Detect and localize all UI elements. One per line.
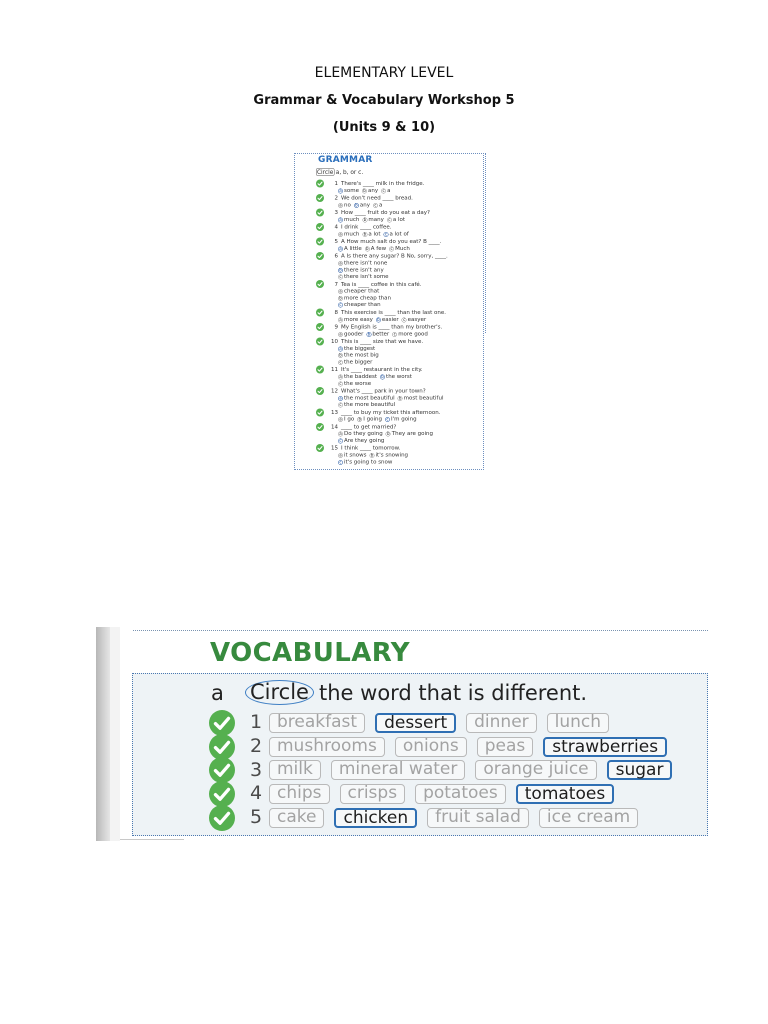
option-letter: a: [339, 331, 342, 336]
option-letter: c: [382, 187, 385, 193]
answer-option: [373, 201, 382, 208]
grammar-question-line: [314, 338, 479, 345]
grammar-item: [314, 387, 479, 407]
row-number: 2: [250, 734, 263, 757]
check-icon: [316, 337, 324, 345]
option-line: [314, 266, 479, 273]
check-icon: [316, 237, 324, 245]
grammar-worksheet-image: [292, 145, 487, 473]
circled-option-letter: b: [355, 202, 358, 207]
grammar-question-line: [314, 209, 479, 216]
vocabulary-row: [133, 759, 707, 783]
word-box: orange juice: [475, 760, 596, 780]
option-line: [314, 273, 479, 280]
grammar-item: [314, 223, 479, 237]
option-text: easier: [381, 315, 399, 322]
answer-option: [338, 458, 392, 465]
answer-option: [381, 186, 390, 193]
option-text: the worse: [344, 379, 372, 386]
grammar-question-line: [314, 252, 479, 259]
word-options: [269, 713, 609, 733]
answer-option: [338, 315, 373, 322]
answer-option: [402, 315, 427, 322]
option-text: A few: [370, 244, 387, 251]
check-icon: [316, 365, 324, 373]
option-letter: c: [390, 245, 393, 251]
grammar-question-line: [314, 194, 479, 201]
vocabulary-row: [133, 735, 707, 759]
grammar-item: [314, 238, 479, 252]
option-letter: a: [339, 431, 342, 436]
option-line: [314, 436, 479, 443]
option-text: a lot: [392, 215, 405, 222]
check-icon: [209, 734, 235, 760]
word-box: dinner: [466, 713, 537, 733]
option-text: Much: [395, 244, 410, 251]
row-number: 1: [250, 711, 263, 733]
vocabulary-row: [133, 711, 707, 735]
document-header: [0, 60, 768, 141]
grammar-question-line: [314, 423, 479, 430]
image-edge-shade: [110, 627, 120, 841]
question-text: I drink ____ coffee.: [341, 223, 392, 230]
check-icon: [209, 781, 235, 807]
vocabulary-instruction: [133, 681, 707, 705]
grammar-question-list: [314, 180, 479, 466]
word-box: onions: [395, 737, 467, 757]
option-line: [314, 351, 479, 358]
option-line: [314, 372, 479, 379]
question-text: This exercise is ____ than the last one.: [341, 308, 446, 315]
grammar-instruction-circled-word: Circle: [317, 168, 334, 176]
option-text: some: [344, 186, 359, 193]
option-text: no: [344, 200, 351, 208]
word-box: chips: [269, 784, 330, 804]
circled-option-letter: b: [381, 373, 384, 379]
option-letter: c: [339, 380, 342, 386]
grammar-instruction: [316, 168, 363, 176]
grammar-question-line: [314, 323, 479, 330]
question-text: A How much salt do you eat? B ____.: [341, 237, 442, 245]
check-icon: [209, 757, 235, 783]
word-options: [269, 760, 672, 780]
option-letter: b: [339, 352, 342, 358]
option-text: there isn't none: [344, 258, 388, 266]
circled-option-letter: b: [339, 267, 342, 272]
question-number: 10: [331, 337, 338, 345]
option-text: I go: [344, 415, 355, 422]
answer-option: [362, 215, 383, 222]
option-line: [314, 415, 479, 422]
option-text: the bigger: [344, 357, 373, 365]
image-edge-strip: [96, 627, 110, 841]
grammar-item: [314, 323, 479, 337]
answer-option: [362, 230, 380, 237]
word-box: crisps: [340, 784, 406, 804]
option-line: [314, 301, 479, 308]
word-box: potatoes: [415, 784, 506, 804]
answer-option: [384, 230, 409, 237]
question-number: 1: [334, 179, 338, 186]
option-text: more good: [398, 329, 428, 337]
option-text: more cheap than: [344, 293, 391, 301]
answer-option: [338, 186, 359, 193]
level-title: ELEMENTARY LEVEL: [314, 65, 454, 81]
check-icon: [316, 193, 324, 201]
grammar-item: [314, 444, 479, 464]
question-text: We don't need ____ bread.: [341, 194, 413, 201]
answer-option: [338, 394, 395, 401]
option-line: [314, 215, 479, 222]
option-text: many: [368, 215, 384, 222]
question-text: ____ to buy my ticket this afternoon.: [341, 408, 441, 415]
answer-option: [338, 372, 377, 379]
answer-option: [338, 287, 379, 294]
question-text: There's ____ milk in the fridge.: [341, 179, 425, 186]
answer-option: [338, 344, 375, 351]
grammar-item: [314, 423, 479, 443]
check-icon: [316, 422, 324, 430]
option-text: much: [344, 229, 360, 237]
question-text: What's ____ park in your town?: [341, 387, 426, 394]
check-icon: [209, 805, 235, 831]
option-letter: a: [339, 202, 342, 207]
option-line: [314, 315, 479, 322]
question-text: Tea is ____ coffee in this café.: [341, 280, 422, 287]
answer-option: [338, 201, 351, 208]
option-text: easyer: [407, 315, 427, 322]
word-options: [269, 737, 667, 757]
option-line: [314, 186, 479, 193]
option-line: [314, 401, 479, 408]
answer-option: [376, 315, 399, 322]
grammar-question-line: [314, 366, 479, 373]
answer-option: [385, 415, 417, 422]
check-icon: [316, 386, 324, 394]
answer-option: [362, 186, 378, 193]
answer-option: [380, 372, 412, 379]
word-box: milk: [269, 760, 321, 780]
option-letter: c: [403, 316, 406, 322]
option-text: much: [344, 215, 360, 222]
option-letter: b: [370, 452, 374, 458]
circled-option-letter: a: [339, 245, 342, 251]
option-line: [314, 379, 479, 386]
option-line: [314, 230, 479, 237]
circled-option-letter: c: [339, 302, 342, 307]
check-icon: [316, 408, 324, 416]
option-text: the most big: [344, 351, 379, 358]
question-text: ____ to get married?: [341, 422, 397, 430]
circled-option-letter: a: [339, 395, 342, 400]
word-box: lunch: [547, 713, 609, 733]
question-number: 13: [331, 408, 338, 415]
selected-word-box: strawberries: [543, 737, 667, 757]
question-text: This is ____ size that we have.: [341, 337, 424, 345]
option-letter: a: [339, 316, 342, 322]
option-letter: b: [339, 295, 342, 300]
row-number: 5: [250, 806, 263, 828]
image-bottom-line: [120, 839, 184, 840]
check-icon: [316, 280, 324, 288]
option-text: the baddest: [344, 372, 378, 379]
vocabulary-rows: [133, 711, 707, 830]
question-number: 9: [334, 323, 338, 330]
row-number: 4: [250, 782, 263, 805]
grammar-question-line: [314, 408, 479, 415]
option-text: any: [367, 186, 379, 193]
answer-option: [338, 436, 384, 443]
grammar-item: [314, 338, 479, 365]
check-icon: [316, 444, 324, 452]
option-line: [314, 451, 479, 458]
selected-word-box: dessert: [375, 713, 456, 733]
option-line: [314, 358, 479, 365]
answer-option: [387, 215, 405, 222]
grammar-question-line: [314, 444, 479, 451]
answer-option: [357, 415, 382, 422]
grammar-item: [314, 194, 479, 208]
option-letter: b: [398, 395, 402, 400]
option-letter: b: [386, 431, 390, 436]
answer-option: [365, 244, 386, 251]
grammar-instruction-rest: a, b, or c.: [335, 168, 364, 176]
grammar-frame-edge: [485, 153, 486, 333]
check-icon: [316, 308, 324, 316]
units-subtitle: (Units 9 & 10): [332, 120, 436, 135]
check-icon: [316, 208, 324, 216]
option-text: most beautiful: [403, 393, 444, 401]
answer-option: [338, 244, 362, 251]
option-letter: c: [388, 216, 391, 222]
option-letter: c: [374, 202, 377, 207]
question-number: 3: [334, 208, 338, 216]
option-text: A little: [344, 244, 362, 251]
question-text: My English is ____ than my brother's.: [341, 323, 443, 330]
answer-option: [389, 244, 410, 251]
answer-option: [392, 330, 428, 337]
option-line: [314, 287, 479, 294]
grammar-question-line: [314, 238, 479, 245]
question-text: How ____ fruit do you eat a day?: [341, 208, 430, 216]
circled-option-letter: a: [339, 216, 342, 222]
selected-word-box: chicken: [334, 808, 417, 828]
question-number: 7: [334, 280, 338, 287]
circled-option-letter: b: [377, 316, 380, 322]
option-line: [314, 259, 479, 266]
option-letter: a: [339, 452, 342, 458]
option-text: cheaper than: [344, 300, 381, 308]
option-letter: b: [363, 187, 366, 193]
option-text: I'm going: [390, 415, 417, 422]
grammar-item: [314, 280, 479, 307]
circled-option-letter: c: [339, 459, 342, 464]
answer-option: [398, 394, 444, 401]
circled-option-letter: c: [339, 437, 342, 443]
selected-word-box: sugar: [607, 760, 673, 780]
option-text: a: [378, 200, 383, 208]
option-text: gooder: [344, 329, 364, 337]
question-number: 2: [334, 194, 338, 201]
question-text: I think ____ tomorrow.: [341, 444, 401, 451]
option-line: [314, 330, 479, 337]
option-letter: c: [339, 402, 342, 407]
option-line: [314, 244, 479, 251]
word-box: mineral water: [331, 760, 466, 780]
option-letter: a: [339, 231, 342, 236]
question-number: 6: [334, 252, 338, 259]
check-icon: [316, 223, 324, 231]
grammar-question-line: [314, 387, 479, 394]
option-text: a lot: [368, 229, 381, 237]
row-number: 3: [250, 758, 263, 781]
grammar-item: [314, 366, 479, 386]
option-letter: b: [363, 231, 367, 236]
circled-option-letter: a: [339, 345, 342, 351]
option-line: [314, 344, 479, 351]
check-icon: [316, 179, 324, 187]
question-number: 5: [334, 237, 338, 245]
answer-option: [338, 301, 381, 308]
answer-option: [338, 451, 367, 458]
answer-option: [338, 294, 391, 301]
word-box: peas: [477, 737, 534, 757]
vocabulary-row: [133, 806, 707, 830]
word-box: ice cream: [539, 808, 638, 828]
grammar-question-line: [314, 180, 479, 187]
word-options: [269, 808, 638, 828]
grammar-question-line: [314, 223, 479, 230]
option-text: the biggest: [344, 344, 376, 351]
option-letter: a: [339, 416, 342, 422]
answer-option: [338, 259, 387, 266]
answer-option: [338, 358, 372, 365]
answer-option: [338, 215, 359, 222]
option-text: the more beautiful: [344, 400, 396, 408]
vocabulary-instruction-rest: the word that is different.: [319, 681, 588, 705]
grammar-question-line: [314, 308, 479, 315]
word-box: fruit salad: [427, 808, 529, 828]
option-text: there isn't some: [344, 272, 389, 280]
circled-option-letter: c: [384, 231, 388, 236]
question-number: 8: [334, 308, 338, 315]
option-line: [314, 201, 479, 208]
option-text: I going: [363, 415, 382, 422]
option-line: [314, 294, 479, 301]
selected-word-box: tomatoes: [516, 784, 614, 804]
answer-option: [366, 330, 389, 337]
answer-option: [370, 451, 409, 458]
grammar-item: [314, 408, 479, 422]
vocabulary-top-divider: [133, 630, 708, 631]
exercise-letter: a: [211, 681, 224, 705]
option-letter: c: [339, 274, 342, 279]
word-options: [269, 784, 614, 804]
option-text: a: [387, 186, 391, 193]
answer-option: [338, 330, 363, 337]
answer-option: [338, 266, 384, 273]
option-letter: b: [366, 245, 369, 251]
option-text: Do they going: [344, 429, 383, 437]
option-line: [314, 394, 479, 401]
option-text: it's going to snow: [344, 457, 393, 465]
option-text: a lot of: [389, 229, 409, 237]
vocabulary-exercise-box: [132, 673, 708, 836]
grammar-heading: GRAMMAR: [318, 155, 373, 165]
question-text: It's ____ restaurant in the city.: [341, 365, 423, 373]
option-letter: c: [339, 359, 342, 364]
answer-option: [354, 201, 370, 208]
answer-option: [386, 430, 433, 437]
question-text: A Is there any sugar? B No, sorry, ____.: [341, 252, 448, 259]
vocabulary-exercise-image: [96, 627, 710, 841]
option-text: any: [359, 200, 370, 208]
vocabulary-heading: VOCABULARY: [210, 638, 411, 668]
word-box: cake: [269, 808, 324, 828]
option-text: it's snowing: [375, 451, 409, 458]
circled-option-letter: c: [386, 416, 389, 422]
question-number: 4: [334, 223, 338, 230]
workshop-title: Grammar & Vocabulary Workshop 5: [253, 93, 515, 108]
answer-option: [338, 273, 389, 280]
grammar-item: [314, 209, 479, 223]
option-text: cheaper that: [344, 287, 380, 294]
option-text: it snows: [344, 451, 367, 458]
option-text: there isn't any: [344, 265, 384, 273]
answer-option: [338, 379, 371, 386]
check-icon: [316, 322, 324, 330]
grammar-question-line: [314, 280, 479, 287]
answer-option: [338, 415, 354, 422]
option-text: They are going: [391, 429, 433, 437]
grammar-item: [314, 308, 479, 322]
option-letter: b: [363, 216, 367, 222]
check-icon: [209, 710, 235, 736]
option-letter: a: [339, 373, 342, 379]
option-letter: c: [393, 331, 396, 336]
answer-option: [338, 230, 359, 237]
vocabulary-instruction-circled-word: Circle: [245, 680, 314, 705]
question-number: 15: [331, 444, 338, 451]
grammar-item: [314, 180, 479, 194]
option-text: more easy: [344, 315, 373, 322]
vocabulary-row: [133, 782, 707, 806]
circled-option-letter: a: [339, 187, 342, 193]
option-text: better: [372, 329, 390, 337]
answer-option: [338, 430, 383, 437]
option-text: Are they going: [344, 436, 385, 443]
answer-option: [338, 401, 395, 408]
check-icon: [316, 252, 324, 260]
option-letter: a: [339, 260, 342, 265]
question-number: 12: [331, 387, 338, 394]
option-letter: a: [339, 288, 342, 294]
option-text: the worst: [386, 372, 412, 379]
word-box: breakfast: [269, 713, 365, 733]
answer-option: [338, 351, 379, 358]
option-line: [314, 430, 479, 437]
option-text: the most beautiful: [344, 393, 395, 401]
grammar-item: [314, 252, 479, 279]
question-number: 11: [331, 365, 338, 373]
option-line: [314, 458, 479, 465]
question-number: 14: [331, 422, 338, 430]
circled-option-letter: b: [367, 331, 371, 336]
word-box: mushrooms: [269, 737, 385, 757]
option-letter: b: [358, 416, 361, 422]
